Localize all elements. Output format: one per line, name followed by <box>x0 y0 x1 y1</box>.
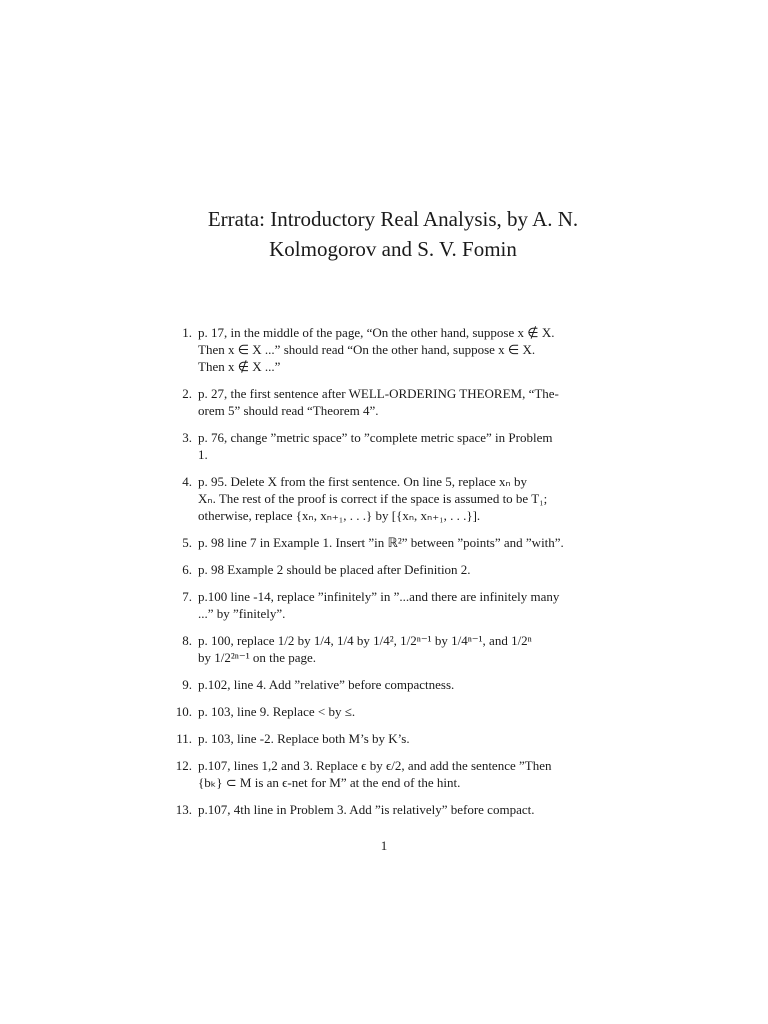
errata-list <box>162 324 632 828</box>
errata-item-text-line: by 1/2²ⁿ⁻¹ on the page. <box>198 650 317 665</box>
errata-item-text-line: p.102, line 4. Add ”relative” before compactness. <box>198 677 455 692</box>
errata-item-number: 13. <box>175 802 192 817</box>
errata-item-text-line: ...” by ”finitely”. <box>198 606 286 621</box>
page-number: 1 <box>380 838 388 853</box>
errata-item <box>162 429 632 463</box>
errata-item <box>162 757 632 791</box>
errata-item-number: 2. <box>182 386 192 401</box>
errata-item <box>162 534 632 551</box>
errata-item-number: 1. <box>182 325 192 340</box>
errata-item <box>162 730 632 747</box>
errata-item-number: 11. <box>176 731 192 746</box>
errata-item-number: 8. <box>182 633 192 648</box>
errata-item-text-line: p. 17, in the middle of the page, “On the other hand, suppose x ∉ X. <box>198 325 555 340</box>
errata-item <box>162 473 632 524</box>
errata-item-text-line: {bₖ} ⊂ M is an ϵ-net for M” at the end of the hint. <box>198 775 461 790</box>
errata-item-text-line: p. 100, replace 1/2 by 1/4, 1/4 by 1/4², 1/2ⁿ⁻¹ by 1/4ⁿ⁻¹, and 1/2ⁿ <box>198 633 532 648</box>
errata-item-text-line: orem 5” should read “Theorem 4”. <box>198 403 379 418</box>
errata-item-text-line: p. 103, line 9. Replace < by ≤. <box>198 704 356 719</box>
errata-item-text-line: 1. <box>198 447 208 462</box>
errata-item <box>162 703 632 720</box>
document-title <box>150 204 636 264</box>
errata-item <box>162 588 632 622</box>
errata-item-text-line: p.107, lines 1,2 and 3. Replace ϵ by ϵ/2, and add the sentence ”Then <box>198 758 552 773</box>
errata-item-number: 12. <box>175 758 192 773</box>
errata-item-text-line: p. 98 Example 2 should be placed after Definition 2. <box>198 562 471 577</box>
errata-item-number: 10. <box>175 704 192 719</box>
errata-item <box>162 801 632 818</box>
errata-item-text-line: p.100 line -14, replace ”infinitely” in ”...and there are infinitely many <box>198 589 560 604</box>
errata-item-number: 7. <box>182 589 192 604</box>
errata-item <box>162 632 632 666</box>
errata-item-text-line: Then x ∈ X ...” should read “On the other hand, suppose x ∈ X. <box>198 342 536 357</box>
errata-item-number: 3. <box>182 430 192 445</box>
errata-item-text-line: p. 95. Delete X from the first sentence. On line 5, replace xₙ by <box>198 474 527 489</box>
errata-item-number: 4. <box>182 474 192 489</box>
errata-item <box>162 676 632 693</box>
title-line-2: Kolmogorov and S. V. Fomin <box>269 237 517 261</box>
errata-item-number: 9. <box>182 677 192 692</box>
errata-item-text-line: Then x ∉ X ...” <box>198 359 281 374</box>
errata-item-text-line: p. 103, line -2. Replace both M’s by K’s. <box>198 731 410 746</box>
errata-item-text-line: p.107, 4th line in Problem 3. Add ”is relatively” before compact. <box>198 802 535 817</box>
errata-item <box>162 324 632 375</box>
errata-item-text-line: Xₙ. The rest of the proof is correct if the space is assumed to be T₁; <box>198 491 548 506</box>
errata-item-number: 6. <box>182 562 192 577</box>
errata-item-text-line: otherwise, replace {xₙ, xₙ₊₁, . . .} by [{xₙ, xₙ₊₁, . . .}]. <box>198 508 481 523</box>
errata-item <box>162 561 632 578</box>
errata-item-text-line: p. 76, change ”metric space” to ”complete metric space” in Problem <box>198 430 553 445</box>
title-line-1: Errata: Introductory Real Analysis, by A. N. <box>207 207 579 231</box>
errata-item <box>162 385 632 419</box>
errata-item-text-line: p. 27, the first sentence after WELL-ORDERING THEOREM, “The- <box>198 386 559 401</box>
errata-item-number: 5. <box>182 535 192 550</box>
errata-item-text-line: p. 98 line 7 in Example 1. Insert ”in ℝ²” between ”points” and ”with”. <box>198 535 564 550</box>
